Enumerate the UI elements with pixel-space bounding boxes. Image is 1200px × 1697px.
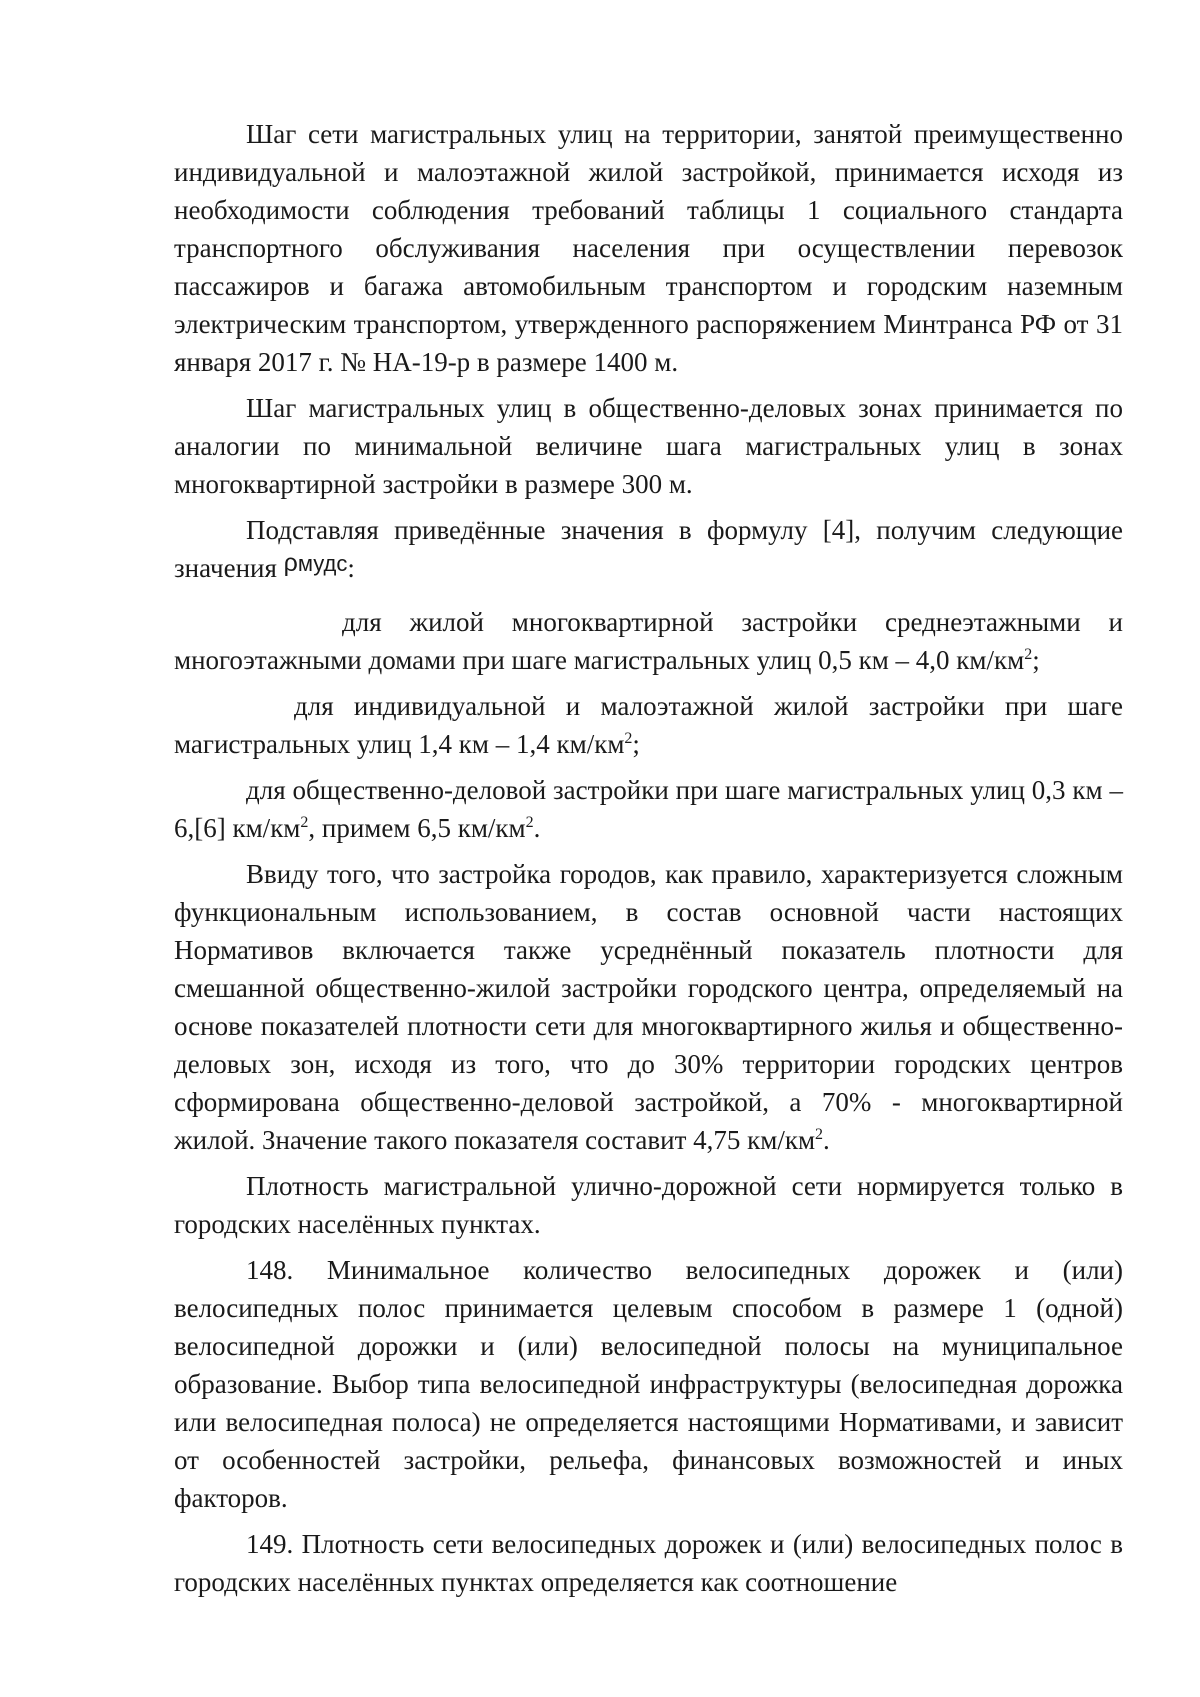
paragraph-text: для жилой многоквартирной застройки среднеэтажными и многоэтажными домами при шаге магистральных улиц 0,5 км – 4,0 км/км [174,607,1123,675]
paragraph-network-step-individual [174,115,1123,381]
paragraph-density-urban-only [174,1167,1123,1243]
paragraph-148-bike-lanes-minimum [174,1251,1123,1517]
paragraph-text: . [823,1125,830,1155]
paragraph-text: ; [1032,645,1040,675]
superscript: 2 [815,1126,824,1143]
paragraph-formula-substitution [174,511,1123,589]
paragraph-network-step-business [174,389,1123,503]
paragraph-text: 149. Плотность сети велосипедных дорожек и (или) велосипедных полос в городских населённых пунктах определяется как соотношение [174,1529,1123,1597]
paragraph-text: Подставляя приведённые значения в формулу [4], получим следующие значения [174,515,1123,583]
paragraph-149-bike-network-density [174,1525,1123,1601]
document-body [174,115,1123,1601]
rho-symbol: ρ [283,549,298,577]
paragraph-text: 148. Минимальное количество велосипедных дорожек и (или) велосипедных полос принимается целевым способом в размере 1 (одной) велосипедной дорожки и (или) велосипедной полосы на муниципальное образование. Выбор типа велосипедной инфраструктуры (велосипедная дорожка или велосипедная полоса) не определяется настоящими Нормативами, и зависит от особенностей застройки, рельефа, финансовых возможностей и иных факторов. [174,1255,1123,1513]
paragraph-text: : [347,553,355,583]
superscript: 2 [300,814,309,831]
paragraph-text: Шаг сети магистральных улиц на территории, занятой преимущественно индивидуальной и малоэтажной жилой застройкой, принимается исходя из необходимости соблюдения требований таблицы 1 социального стандарта транспортного обслуживания населения при осуществлении перевозок пассажиров и багажа автомобильным транспортом и городским наземным электрическим транспортом, утвержденного распоряжением Минтранса РФ от 31 января 2017 г. № НА-19-р в размере 1400 м. [174,119,1123,377]
paragraph-text: , примем 6,5 км/км [308,813,526,843]
paragraph-text: Шаг магистральных улиц в общественно-деловых зонах принимается по аналогии по минимальной величине шага магистральных улиц в зонах многоквартирной застройки в размере 300 м. [174,393,1123,499]
superscript: 2 [525,814,534,831]
paragraph-mixed-center-density [174,855,1123,1159]
paragraph-individual-density [174,687,1123,763]
paragraph-business-density [174,771,1123,847]
paragraph-text: ; [632,729,640,759]
rho-subscript: мудс [297,551,348,576]
paragraph-multi-apartment-density [174,603,1123,679]
superscript: 2 [1024,646,1033,663]
paragraph-text: Ввиду того, что застройка городов, как правило, характеризуется сложным функциональным использованием, в состав основной части настоящих Нормативов включается также усреднённый показатель плотности для смешанной общественно-жилой застройки городского центра, определяемый на основе показателей плотности сети для многоквартирного жилья и общественно-деловых зон, исходя из того, что до 30% территории городских центров сформирована общественно-деловой застройкой, а 70% - многоквартирной жилой. Значение такого показателя составит 4,75 км/км [174,859,1123,1155]
superscript: 2 [624,730,633,747]
paragraph-text: для индивидуальной и малоэтажной жилой застройки при шаге магистральных улиц 1,4 км – 1,4 км/км [174,691,1123,759]
paragraph-text: . [533,813,541,843]
paragraph-text: Плотность магистральной улично-дорожной сети нормируется только в городских населённых пунктах. [174,1171,1123,1239]
paragraph-text: для общественно-деловой застройки при шаге магистральных улиц 0,3 км – 6,[6] км/км [174,775,1123,843]
